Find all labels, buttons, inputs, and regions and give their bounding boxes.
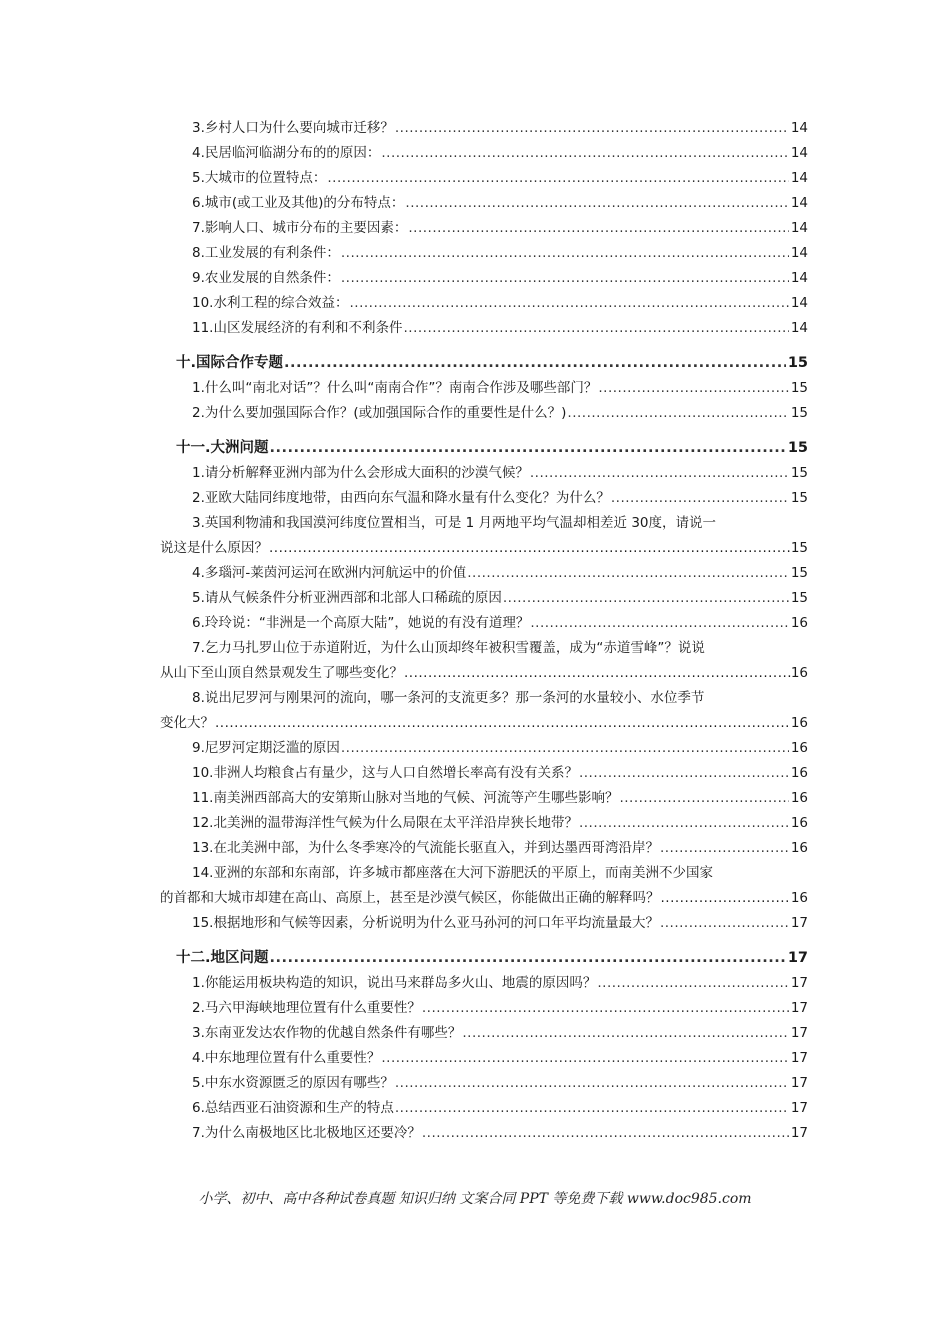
toc-entry-title: 11.南美洲西部高大的安第斯山脉对当地的气候、河流等产生哪些影响？ (192, 790, 619, 806)
toc-entry-title: 5.大城市的位置特点： (192, 170, 327, 186)
toc-leader-dots (269, 435, 786, 461)
toc-entry[interactable] (160, 116, 808, 141)
toc-entry[interactable] (160, 401, 808, 426)
toc-page-number: 14 (790, 295, 808, 311)
toc-leader-dots (394, 1071, 789, 1096)
toc-entry-title: 2.为什么要加强国际合作？(或加强国际合作的重要性是什么？) (192, 405, 567, 421)
toc-entry-title: 2.亚欧大陆同纬度地带，由西向东气温和降水量有什么变化？为什么？ (192, 490, 610, 506)
toc-page-number: 16 (790, 665, 808, 681)
toc-leader-dots (421, 996, 789, 1021)
toc-entry-title-line1: 7.乞力马扎罗山位于赤道附近，为什么山顶却终年被积雪覆盖，成为“赤道雪峰”？说说 (192, 640, 705, 656)
toc-entry-title-line2: 的首都和大城市却建在高山、高原上，甚至是沙漠气候区，你能做出正确的解释吗？ (160, 890, 660, 906)
toc-entry-title-line1: 8.说出尼罗河与刚果河的流向，哪一条河的支流更多？那一条河的水量较小、水位季节 (192, 690, 705, 706)
toc-page-number: 14 (790, 220, 808, 236)
toc-entry[interactable] (160, 561, 808, 586)
toc-entry[interactable] (160, 836, 808, 861)
toc-entry[interactable] (160, 1096, 808, 1121)
toc-entry-title: 5.请从气候条件分析亚洲西部和北部人口稀疏的原因 (192, 590, 502, 606)
toc-page-number: 17 (790, 975, 808, 991)
toc-entry-title: 4.多瑙河-莱茵河运河在欧洲内河航运中的价值 (192, 565, 467, 581)
toc-entry[interactable] (160, 216, 808, 241)
toc-leader-dots (269, 945, 786, 971)
toc-leader-dots (340, 241, 789, 266)
toc-entry[interactable] (160, 241, 808, 266)
toc-leader-dots (578, 761, 789, 786)
toc-section-title: 十一.大洲问题 (176, 440, 269, 456)
toc-leader-dots (466, 561, 789, 586)
page-footer: 小学、初中、高中各种试卷真题 知识归纳 文案合同 PPT 等免费下载 www.doc985.com (198, 1191, 752, 1207)
toc-page-number: 17 (790, 1025, 808, 1041)
toc-entry-title: 12.北美洲的温带海洋性气候为什么局限在太平洋沿岸狭长地带？ (192, 815, 578, 831)
toc-entry[interactable] (160, 586, 808, 611)
toc-entry-title: 3.乡村人口为什么要向城市迁移？ (192, 120, 394, 136)
toc-leader-dots (380, 1046, 788, 1071)
toc-section-title: 十二.地区问题 (176, 950, 269, 966)
toc-group-3a (160, 461, 808, 511)
toc-page-number: 16 (790, 765, 808, 781)
toc-leader-dots (659, 836, 789, 861)
toc-page-number: 15 (790, 540, 808, 556)
toc-entry[interactable] (160, 1071, 808, 1096)
toc-leader-dots (340, 736, 789, 761)
toc-entry-title-line2: 说这是什么原因？ (160, 540, 268, 556)
toc-leader-dots (578, 811, 789, 836)
toc-leader-dots (618, 786, 788, 811)
toc-leader-dots (380, 141, 788, 166)
toc-entry-title: 15.根据地形和气候等因素，分析说明为什么亚马孙河的河口年平均流量最大？ (192, 915, 659, 931)
toc-entry[interactable] (160, 376, 808, 401)
toc-entry-title: 4.中东地理位置有什么重要性？ (192, 1050, 381, 1066)
toc-section-international-cooperation[interactable] (160, 350, 808, 376)
toc-leader-dots (566, 401, 788, 426)
toc-entry-title: 7.为什么南极地区比北极地区还要冷？ (192, 1125, 421, 1141)
toc-section-regions[interactable] (160, 945, 808, 971)
toc-leader-dots (394, 1096, 789, 1121)
toc-group-2 (160, 376, 808, 426)
toc-leader-dots (529, 611, 788, 636)
toc-entry-title-line1: 14.亚洲的东部和东南部，许多城市都座落在大河下游肥沃的平原上，而南美洲不少国家 (192, 865, 713, 881)
toc-entry-title: 6.总结西亚石油资源和生产的特点 (192, 1100, 394, 1116)
toc-page-number: 15 (790, 380, 808, 396)
toc-entry[interactable] (160, 166, 808, 191)
toc-leader-dots (421, 1121, 789, 1146)
toc-entry[interactable] (160, 141, 808, 166)
toc-entry[interactable] (160, 266, 808, 291)
toc-entry-title: 9.尼罗河定期泛滥的原因 (192, 740, 340, 756)
toc-entry-title: 13.在北美洲中部，为什么冬季寒冷的气流能长驱直入，并到达墨西哥湾沿岸？ (192, 840, 659, 856)
toc-leader-dots (403, 661, 791, 686)
toc-section-title: 十.国际合作专题 (176, 355, 284, 371)
toc-entry-title: 6.玲玲说：“非洲是一个高原大陆”，她说的有没有道理？ (192, 615, 530, 631)
toc-page-number: 17 (790, 1075, 808, 1091)
toc-entry[interactable] (160, 786, 808, 811)
toc-entry[interactable] (160, 761, 808, 786)
toc-entry-title: 9.农业发展的自然条件： (192, 270, 340, 286)
toc-page-number: 17 (790, 1000, 808, 1016)
toc-page-number: 14 (790, 170, 808, 186)
toc-page-number: 17 (790, 1050, 808, 1066)
toc-entry-title-line1: 3.英国利物浦和我国漠河纬度位置相当，可是 1 月两地平均气温却相差近 30度，请说一 (192, 515, 717, 531)
toc-page-number: 14 (790, 120, 808, 136)
toc-entry-title: 2.马六甲海峡地理位置有什么重要性？ (192, 1000, 421, 1016)
toc-entry-title-line2: 从山下至山顶自然景观发生了哪些变化？ (160, 665, 403, 681)
toc-entry[interactable] (160, 811, 808, 836)
toc-group-4 (160, 971, 808, 1146)
toc-leader-dots (340, 266, 789, 291)
toc-entry-wrapped[interactable] (160, 861, 808, 911)
toc-entry-title: 1.什么叫“南北对话”？什么叫“南南合作”？南南合作涉及哪些部门？ (192, 380, 598, 396)
toc-entry-wrapped[interactable] (160, 511, 808, 561)
toc-entry-title-line2: 变化大？ (160, 715, 214, 731)
toc-entry[interactable] (160, 461, 808, 486)
toc-page-number: 16 (790, 840, 808, 856)
toc-page-number: 17 (790, 1100, 808, 1116)
toc-entry[interactable] (160, 971, 808, 996)
table-of-contents (160, 116, 808, 1146)
toc-leader-dots (610, 486, 789, 511)
toc-page-number: 16 (790, 790, 808, 806)
toc-entry[interactable] (160, 1121, 808, 1146)
toc-page-number: 15 (790, 565, 808, 581)
toc-entry-title: 3.东南亚发达农作物的优越自然条件有哪些？ (192, 1025, 462, 1041)
toc-leader-dots (404, 191, 788, 216)
toc-page-number: 14 (790, 245, 808, 261)
toc-page-number: 15 (790, 590, 808, 606)
toc-entry-title: 11.山区发展经济的有利和不利条件 (192, 320, 403, 336)
toc-leader-dots (348, 291, 788, 316)
toc-leader-dots (402, 316, 788, 341)
toc-page-number: 15 (790, 490, 808, 506)
toc-leader-dots (502, 586, 789, 611)
toc-page-number: 15 (790, 465, 808, 481)
toc-entry-wrapped[interactable] (160, 686, 808, 736)
toc-entry-title: 10.水利工程的综合效益： (192, 295, 349, 311)
toc-entry-title: 7.影响人口、城市分布的主要因素： (192, 220, 408, 236)
toc-page-number: 17 (787, 950, 808, 966)
toc-page-number: 16 (790, 715, 808, 731)
toc-section-continents[interactable] (160, 435, 808, 461)
toc-entry-wrapped[interactable] (160, 636, 808, 686)
toc-page-number: 16 (790, 615, 808, 631)
toc-entry-title: 6.城市(或工业及其他)的分布特点： (192, 195, 405, 211)
toc-leader-dots (596, 971, 788, 996)
toc-leader-dots (394, 116, 789, 141)
toc-entry-title: 1.请分析解释亚洲内部为什么会形成大面积的沙漠气候？ (192, 465, 529, 481)
toc-page-number: 16 (790, 890, 808, 906)
toc-page-number: 16 (790, 815, 808, 831)
toc-entry[interactable] (160, 1021, 808, 1046)
toc-entry-title: 8.工业发展的有利条件： (192, 245, 340, 261)
toc-entry[interactable] (160, 291, 808, 316)
toc-entry[interactable] (160, 191, 808, 216)
toc-page-number: 15 (790, 405, 808, 421)
toc-group-1 (160, 116, 808, 341)
toc-group-3d (160, 911, 808, 936)
toc-leader-dots (268, 536, 791, 561)
toc-entry[interactable] (160, 911, 808, 936)
toc-entry[interactable] (160, 736, 808, 761)
toc-leader-dots (326, 166, 788, 191)
toc-page-number: 15 (787, 440, 808, 456)
toc-page-number: 17 (790, 1125, 808, 1141)
toc-entry-title: 5.中东水资源匮乏的原因有哪些？ (192, 1075, 394, 1091)
toc-leader-dots (660, 886, 791, 911)
toc-page-number: 16 (790, 740, 808, 756)
toc-page-number: 14 (790, 270, 808, 286)
toc-leader-dots (659, 911, 789, 936)
toc-leader-dots (529, 461, 789, 486)
toc-entry-title: 4.民居临河临湖分布的的原因： (192, 145, 381, 161)
toc-page-number: 17 (790, 915, 808, 931)
toc-page-number: 15 (787, 355, 808, 371)
toc-entry-title: 10.非洲人均粮食占有量少，这与人口自然增长率高有没有关系？ (192, 765, 578, 781)
toc-group-3b (160, 561, 808, 636)
toc-group-3c (160, 736, 808, 861)
toc-leader-dots (214, 711, 791, 736)
toc-page-number: 14 (790, 145, 808, 161)
toc-leader-dots (461, 1021, 788, 1046)
toc-entry[interactable] (160, 611, 808, 636)
toc-entry[interactable] (160, 1046, 808, 1071)
toc-leader-dots (283, 350, 786, 376)
toc-page-number: 14 (790, 320, 808, 336)
toc-entry[interactable] (160, 996, 808, 1021)
toc-page-number: 14 (790, 195, 808, 211)
toc-entry-title: 1.你能运用板块构造的知识，说出马来群岛多火山、地震的原因吗？ (192, 975, 597, 991)
toc-leader-dots (597, 376, 788, 401)
toc-entry[interactable] (160, 486, 808, 511)
toc-entry[interactable] (160, 316, 808, 341)
toc-leader-dots (407, 216, 788, 241)
